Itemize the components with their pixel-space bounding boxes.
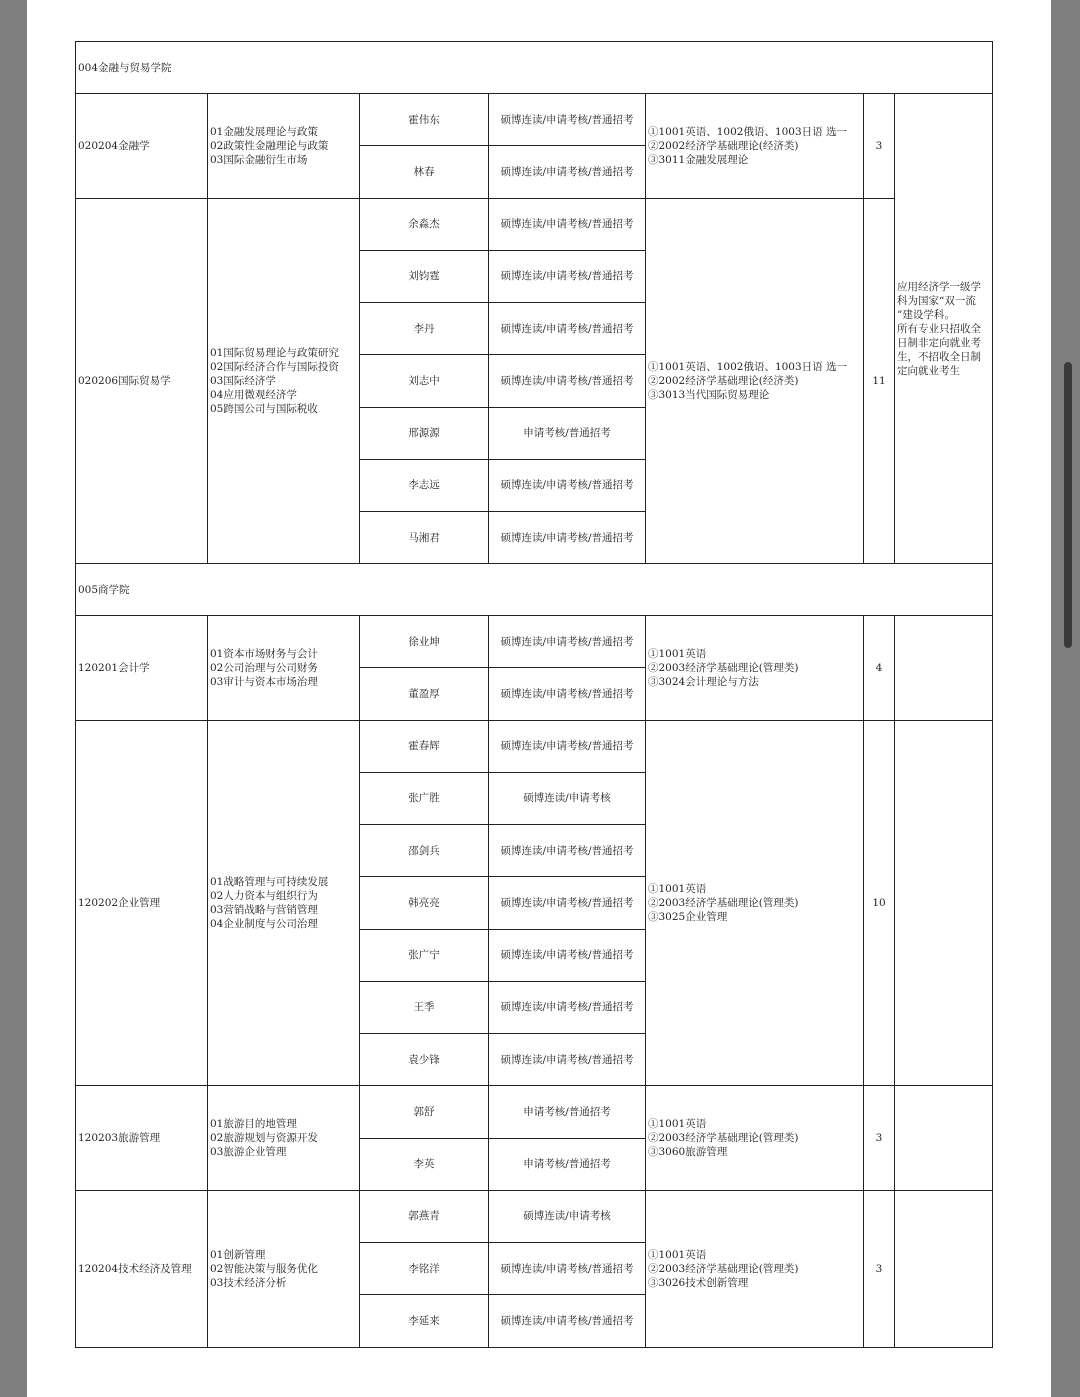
table-body	[76, 42, 993, 1348]
table-row	[76, 1190, 993, 1243]
tutor-name: 韩亮亮	[360, 877, 489, 930]
tutor-name: 李志远	[360, 459, 489, 512]
admission-mode: 硕博连读/申请考核	[489, 1190, 646, 1243]
tutor-name: 林春	[360, 146, 489, 199]
cell-line: ①1001英语	[648, 1248, 707, 1261]
admission-mode: 硕博连读/申请考核/普通招考	[489, 1034, 646, 1086]
tutor-name: 霍春辉	[360, 720, 489, 772]
admission-mode: 硕博连读/申请考核/普通招考	[489, 198, 646, 250]
quota: 11	[864, 198, 895, 564]
admission-mode: 硕博连读/申请考核/普通招考	[489, 877, 646, 930]
cell-line: ”建设学科。	[897, 308, 955, 321]
cell-line: ③3025企业管理	[648, 910, 728, 923]
cell-line: ②2003经济学基础理论(管理类)	[648, 1131, 799, 1144]
cell-line: 02公司治理与公司财务	[210, 661, 318, 674]
major-code: 020204金融学	[76, 94, 208, 199]
quota: 3	[864, 1190, 895, 1347]
scrollbar[interactable]	[1064, 362, 1072, 648]
remark	[895, 1190, 993, 1347]
quota: 4	[864, 616, 895, 721]
tutor-name: 邢源源	[360, 407, 489, 459]
research-directions	[208, 616, 360, 721]
tutor-name: 李英	[360, 1138, 489, 1190]
tutor-name: 刘钧霆	[360, 250, 489, 303]
cell-line: 应用经济学一级学	[897, 280, 981, 293]
table-row	[76, 720, 993, 772]
cell-line: 01金融发展理论与政策	[210, 125, 318, 138]
tutor-name: 李丹	[360, 303, 489, 355]
tutor-name: 董盈厚	[360, 668, 489, 721]
table-row	[76, 1086, 993, 1139]
cell-line: ②2003经济学基础理论(管理类)	[648, 896, 799, 909]
cell-line: 03旅游企业管理	[210, 1145, 287, 1158]
cell-line: 所有专业只招收全	[897, 322, 981, 335]
research-directions	[208, 1190, 360, 1347]
tutor-name: 李延来	[360, 1295, 489, 1348]
cell-line: ③3060旅游管理	[648, 1145, 728, 1158]
cell-line: 03国际经济学	[210, 374, 276, 387]
cell-line: 03营销战略与营销管理	[210, 903, 318, 916]
cell-line: 02政策性金融理论与政策	[210, 139, 329, 152]
tutor-name: 徐业坤	[360, 616, 489, 668]
admission-mode: 硕博连读/申请考核/普通招考	[489, 303, 646, 355]
cell-line: 01旅游目的地管理	[210, 1117, 297, 1130]
exam-subjects	[646, 198, 864, 564]
admission-mode: 硕博连读/申请考核/普通招考	[489, 981, 646, 1034]
cell-line: ②2003经济学基础理论(管理类)	[648, 1262, 799, 1275]
research-directions	[208, 198, 360, 564]
dept-row	[76, 564, 993, 616]
cell-line: 01国际贸易理论与政策研究	[210, 346, 339, 359]
tutor-name: 余淼杰	[360, 198, 489, 250]
cell-line: 02国际经济合作与国际投资	[210, 360, 339, 373]
tutor-name: 郭燕青	[360, 1190, 489, 1243]
admission-mode: 硕博连读/申请考核/普通招考	[489, 825, 646, 877]
tutor-name: 李铭洋	[360, 1243, 489, 1295]
cell-line: 02旅游规划与资源开发	[210, 1131, 318, 1144]
quota: 10	[864, 720, 895, 1086]
admission-mode: 硕博连读/申请考核/普通招考	[489, 720, 646, 772]
admission-mode: 硕博连读/申请考核/普通招考	[489, 1243, 646, 1295]
dept-name: 005商学院	[76, 564, 993, 616]
major-code: 120203旅游管理	[76, 1086, 208, 1191]
cell-line: 01创新管理	[210, 1248, 266, 1261]
cell-line: 04企业制度与公司治理	[210, 917, 318, 930]
cell-line: ③3011金融发展理论	[648, 153, 749, 166]
admission-mode: 硕博连读/申请考核/普通招考	[489, 250, 646, 303]
tutor-name: 袁少锋	[360, 1034, 489, 1086]
research-directions	[208, 94, 360, 199]
cell-line: ②2002经济学基础理论(经济类)	[648, 139, 799, 152]
remark	[895, 616, 993, 721]
exam-subjects	[646, 1086, 864, 1191]
research-directions	[208, 720, 360, 1086]
exam-subjects	[646, 1190, 864, 1347]
cell-line: ②2003经济学基础理论(管理类)	[648, 661, 799, 674]
remark	[895, 720, 993, 1086]
research-directions	[208, 1086, 360, 1191]
tutor-name: 马湘君	[360, 512, 489, 564]
cell-line: ①1001英语、1002俄语、1003日语 选一	[648, 360, 848, 373]
cell-line: 定向就业考生	[897, 364, 960, 377]
admission-mode: 硕博连读/申请考核/普通招考	[489, 1295, 646, 1348]
cell-line: 02人力资本与组织行为	[210, 889, 318, 902]
cell-line: 03审计与资本市场治理	[210, 675, 318, 688]
cell-line: 科为国家“双一流	[897, 294, 976, 307]
cell-line: ①1001英语	[648, 882, 707, 895]
quota: 3	[864, 1086, 895, 1191]
major-code: 120201会计学	[76, 616, 208, 721]
cell-line: ①1001英语	[648, 647, 707, 660]
tutor-name: 张广胜	[360, 772, 489, 825]
cell-line: ③3026技术创新管理	[648, 1276, 749, 1289]
cell-line: 04应用微观经济学	[210, 388, 297, 401]
admission-mode: 硕博连读/申请考核/普通招考	[489, 146, 646, 199]
tutor-name: 刘志中	[360, 355, 489, 408]
major-code: 020206国际贸易学	[76, 198, 208, 564]
admission-mode: 硕博连读/申请考核/普通招考	[489, 929, 646, 981]
cell-line: 01战略管理与可持续发展	[210, 875, 329, 888]
cell-line: ③3013当代国际贸易理论	[648, 388, 770, 401]
admission-mode: 申请考核/普通招考	[489, 1086, 646, 1139]
major-code: 120202企业管理	[76, 720, 208, 1086]
admission-mode: 硕博连读/申请考核/普通招考	[489, 459, 646, 512]
tutor-name: 王季	[360, 981, 489, 1034]
tutor-name: 邵剑兵	[360, 825, 489, 877]
cell-line: 日制非定向就业考	[897, 336, 981, 349]
dept-name: 004金融与贸易学院	[76, 42, 993, 94]
admission-mode: 硕博连读/申请考核/普通招考	[489, 616, 646, 668]
cell-line: ③3024会计理论与方法	[648, 675, 759, 688]
table-row	[76, 94, 993, 146]
table-row	[76, 616, 993, 668]
cell-line: 03技术经济分析	[210, 1276, 287, 1289]
cell-line: ②2002经济学基础理论(经济类)	[648, 374, 799, 387]
table-row	[76, 198, 993, 250]
remark	[895, 94, 993, 564]
dept-row	[76, 42, 993, 94]
admission-mode: 硕博连读/申请考核/普通招考	[489, 512, 646, 564]
tutor-name: 郭舒	[360, 1086, 489, 1139]
cell-line: ①1001英语	[648, 1117, 707, 1130]
cell-line: 01资本市场财务与会计	[210, 647, 318, 660]
admission-mode: 硕博连读/申请考核/普通招考	[489, 668, 646, 721]
exam-subjects	[646, 720, 864, 1086]
tutor-name: 霍伟东	[360, 94, 489, 146]
admission-mode: 申请考核/普通招考	[489, 407, 646, 459]
admission-mode: 硕博连读/申请考核	[489, 772, 646, 825]
tutor-name: 张广宁	[360, 929, 489, 981]
admission-mode: 硕博连读/申请考核/普通招考	[489, 355, 646, 408]
cell-line: 05跨国公司与国际税收	[210, 402, 318, 415]
cell-line: 02智能决策与服务优化	[210, 1262, 318, 1275]
exam-subjects	[646, 94, 864, 199]
quota: 3	[864, 94, 895, 199]
cell-line: ①1001英语、1002俄语、1003日语 选一	[648, 125, 848, 138]
cell-line: 生，不招收全日制	[897, 350, 981, 363]
admission-mode: 硕博连读/申请考核/普通招考	[489, 94, 646, 146]
exam-subjects	[646, 616, 864, 721]
remark	[895, 1086, 993, 1191]
cell-line: 03国际金融衍生市场	[210, 153, 308, 166]
major-code: 120204技术经济及管理	[76, 1190, 208, 1347]
admission-mode: 申请考核/普通招考	[489, 1138, 646, 1190]
enrollment-table	[75, 41, 993, 1348]
